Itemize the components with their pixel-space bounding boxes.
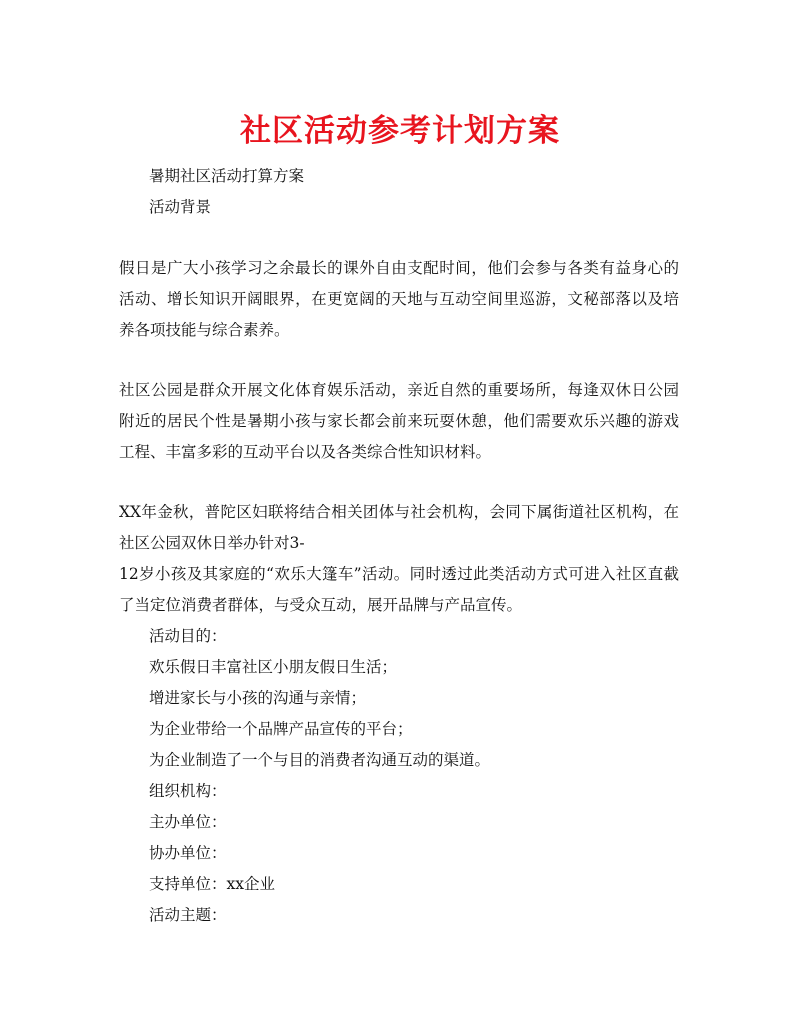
paragraph-line: 活动、增长知识开阔眼界，在更宽阔的天地与互动空间里巡游，文秘部落以及培 [119, 290, 679, 308]
paragraph-line: 12岁小孩及其家庭的“欢乐大篷车”活动。同时透过此类活动方式可进入社区直截 [119, 565, 679, 583]
paragraph-line: 社区公园是群众开展文化体育娱乐活动，亲近自然的重要场所，每逢双休日公园 [119, 381, 679, 399]
paragraph-line: 了当定位消费者群体，与受众互动，展开品牌与产品宣传。 [119, 596, 523, 614]
activity-theme-label: 活动主题： [149, 906, 227, 924]
support-unit-label: 支持单位：xx企业 [149, 875, 275, 893]
paragraph-line: 养各项技能与综合素养。 [119, 321, 290, 339]
paragraph-line: 假日是广大小孩学习之余最长的课外自由支配时间，他们会参与各类有益身心的 [119, 259, 679, 277]
paragraph-line: 社区公园双休日举办针对3- [119, 534, 305, 552]
section-heading-background: 活动背景 [149, 198, 212, 216]
paragraph-line: 工程、丰富多彩的互动平台以及各类综合性知识材料。 [119, 443, 492, 461]
document-title: 社区活动参考计划方案 [240, 113, 560, 149]
paragraph-line: 附近的居民个性是暑期小孩与家长都会前来玩耍休憩，他们需要欢乐兴趣的游戏 [119, 412, 679, 430]
host-unit-label: 主办单位： [149, 813, 227, 831]
co-host-unit-label: 协办单位： [149, 844, 227, 862]
list-item: 增进家长与小孩的沟通与亲情； [149, 689, 367, 707]
list-item: 为企业制造了一个与目的消费者沟通互动的渠道。 [149, 751, 491, 769]
paragraph-line: XX年金秋，普陀区妇联将结合相关团体与社会机构，会同下属街道社区机构，在 [119, 503, 679, 521]
organization-heading: 组织机构： [149, 782, 227, 800]
document-subtitle: 暑期社区活动打算方案 [149, 167, 305, 185]
list-item: 欢乐假日丰富社区小朋友假日生活； [149, 658, 398, 676]
list-item: 为企业带给一个品牌产品宣传的平台； [149, 720, 413, 738]
goals-heading: 活动目的： [149, 627, 227, 645]
